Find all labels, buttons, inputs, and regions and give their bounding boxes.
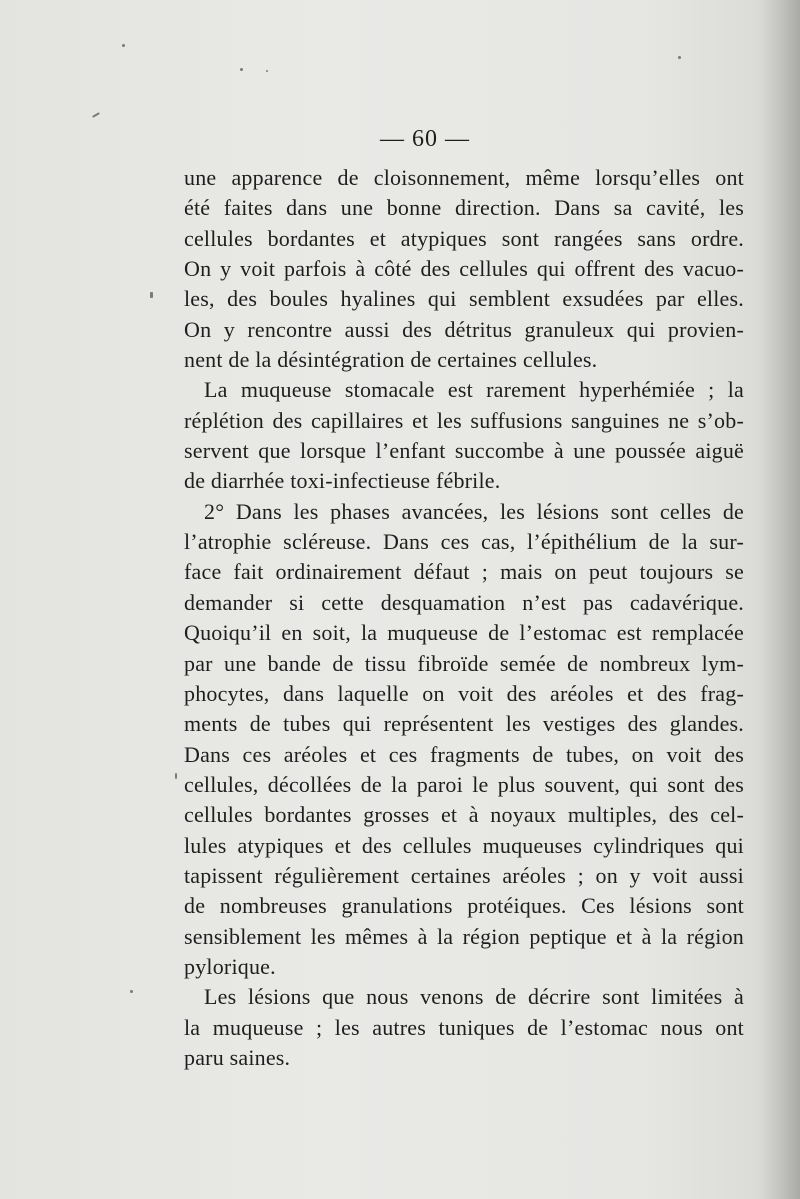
text-line: Les lésions que nous venons de décrire sont limitées à (204, 984, 744, 1010)
text-line: La muqueuse stomacale est rarement hyperhémiée ; la (204, 377, 744, 403)
paper-speck (130, 990, 133, 993)
text-line: nent de la désintégration de certaines cellules. (184, 347, 598, 373)
text-line: On y rencontre aussi des détritus granuleux qui provien- (184, 316, 744, 342)
paper-speck (175, 773, 177, 779)
text-line: 2° Dans les phases avancées, les lésions sont celles de (204, 498, 744, 524)
body-text (184, 163, 744, 1073)
text-line: les, des boules hyalines qui semblent exsudées par elles. (184, 286, 744, 312)
text-line: demander si cette desquamation n’est pas cadavérique. (184, 589, 744, 615)
text-line: une apparence de cloisonnement, même lorsqu’elles ont (184, 165, 744, 190)
text-line: été faites dans une bonne direction. Dans sa cavité, les (184, 195, 744, 221)
text-line: servent que lorsque l’enfant succombe à une poussée aiguë (184, 438, 744, 464)
paper-speck (92, 112, 100, 118)
paper-speck (678, 56, 681, 59)
text-line: ments de tubes qui représentent les vestiges des glandes. (184, 711, 744, 737)
text-line: par une bande de tissu fibroïde semée de nombreux lym- (184, 650, 744, 676)
text-line: Quoiqu’il en soit, la muqueuse de l’estomac est remplacée (184, 620, 744, 646)
paper-speck (266, 70, 268, 72)
text-line: face fait ordinairement défaut ; mais on peut toujours se (184, 559, 744, 585)
paper-speck (240, 68, 243, 71)
text-line: la muqueuse ; les autres tuniques de l’estomac nous ont (184, 1014, 744, 1040)
text-line: cellules bordantes grosses et à noyaux multiples, des cel- (184, 802, 744, 828)
text-line: cellules bordantes et atypiques sont rangées sans ordre. (184, 225, 744, 251)
text-line: cellules, décollées de la paroi le plus souvent, qui sont des (184, 771, 744, 797)
text-line: lules atypiques et des cellules muqueuses cylindriques qui (184, 832, 744, 858)
text-line: tapissent régulièrement certaines aréoles ; on y voit aussi (184, 862, 744, 888)
text-line: l’atrophie scléreuse. Dans ces cas, l’épithélium de la sur- (184, 529, 744, 555)
text-line: phocytes, dans laquelle on voit des aréoles et des frag- (184, 680, 744, 706)
text-line: Dans ces aréoles et ces fragments de tubes, on voit des (184, 741, 744, 767)
text-line: sensiblement les mêmes à la région peptique et à la région (184, 923, 744, 949)
paper-speck (122, 44, 125, 47)
text-line: pylorique. (184, 953, 276, 979)
text-line: On y voit parfois à côté des cellules qui offrent des vacuo- (184, 256, 744, 282)
text-line: de diarrhée toxi-infectieuse fébrile. (184, 468, 501, 494)
text-line: de nombreuses granulations protéiques. Ces lésions sont (184, 893, 744, 919)
page-number: — 60 — (380, 126, 470, 152)
text-line: réplétion des capillaires et les suffusions sanguines ne s’ob- (184, 407, 744, 433)
text-line: paru saines. (184, 1044, 291, 1070)
paper-speck (150, 292, 153, 298)
